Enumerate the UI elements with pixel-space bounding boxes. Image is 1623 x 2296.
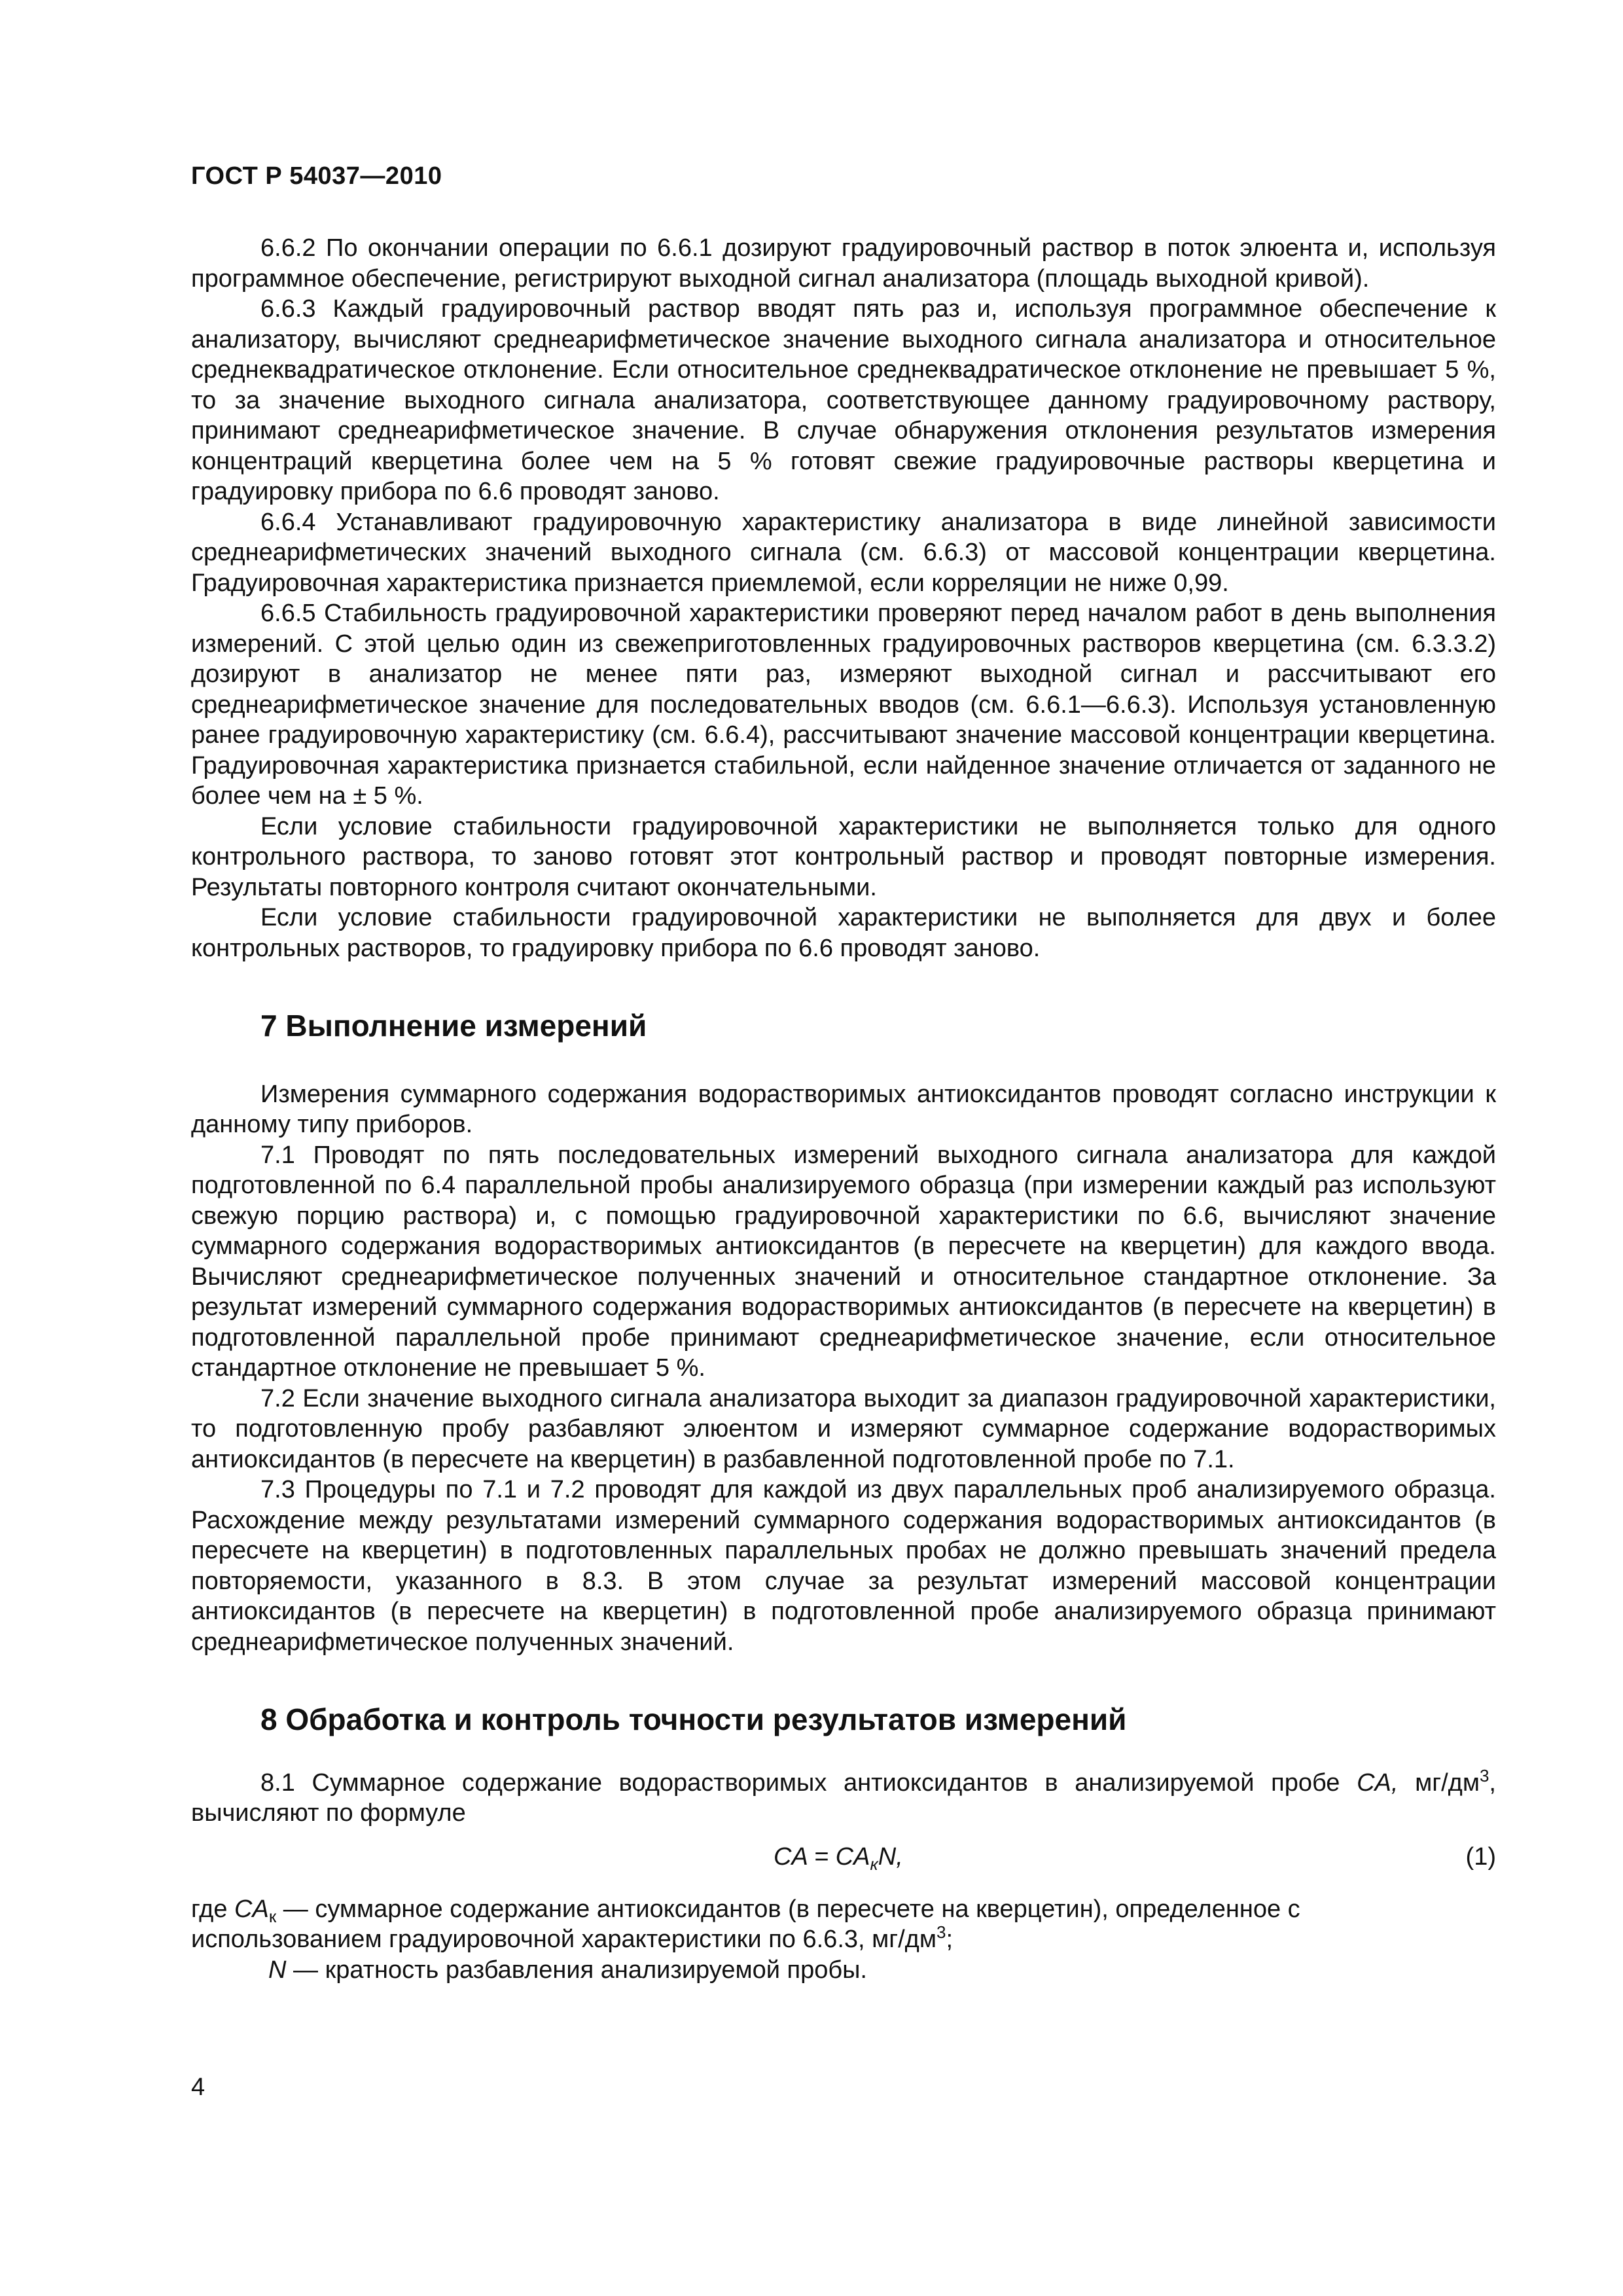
- paragraph-6-6-3: 6.6.3 Каждый градуировочный раствор вводят пять раз и, используя программное обеспечение к анализатору, вычисляют среднеарифметическое значение выходного сигнала анализатора и относительное среднеквадратическое отклонение. Если относительное среднеквадратическое отклонение не превышает 5 %, то за значение выходного сигнала анализатора, соответствующее данному градуировочному раствору, принимают среднеарифметическое значение. В случае обнаружения отклонения результатов измерения концентраций кверцетина более чем на 5 % готовят свежие градуировочные растворы кверцетина и градуировку прибора по 6.6 проводят заново.: [191, 295, 1496, 505]
- variable-ca: CA,: [1357, 1768, 1399, 1797]
- paragraph-8-1: [191, 1765, 1496, 1829]
- document-code-header: ГОСТ Р 54037—2010: [191, 162, 442, 190]
- legend-var-n: N: [268, 1956, 287, 1984]
- paragraph-7-2: 7.2 Если значение выходного сигнала анализатора выходит за диапазон градуировочной характеристики, то подготовленную пробу разбавляют элюентом и измеряют суммарное содержание водорастворимых антиоксидантов (в пересчете на кверцетин) в разбавленной подготовленной пробе по 7.1.: [191, 1384, 1496, 1473]
- paragraph-7-3: 7.3 Процедуры по 7.1 и 7.2 проводят для каждой из двух параллельных проб анализируемого образца. Расхождение между результатами измерений суммарного содержания водорастворимых антиоксидантов (в пересчете на кверцетин) в подготовленных параллельных пробах не должно превышать значений предела повторяемости, указанного в 8.3. В этом случае за результат измерений массовой концентрации антиоксидантов (в пересчете на кверцетин) в подготовленной пробе анализируемого образца принимают среднеарифметическое полученных значений.: [191, 1476, 1496, 1656]
- formula-lhs: CA = CA: [774, 1842, 870, 1871]
- paragraph-stability-two: Если условие стабильности градуировочной характеристики не выполняется для двух и более контрольных растворов, то градуировку прибора по 6.6 проводят заново.: [191, 904, 1496, 962]
- legend-def-ca: — суммарное содержание антиоксидантов (в пересчете на кверцетин), определенное с использованием градуировочной характеристики по 6.6.3, мг/дм: [191, 1895, 1300, 1953]
- formula-subscript: к: [870, 1854, 878, 1874]
- page-number: 4: [191, 2073, 205, 2101]
- document-body: [191, 233, 1496, 1985]
- formula-number: (1): [1465, 1842, 1496, 1871]
- section-7-heading: 7 Выполнение измерений: [260, 1009, 647, 1043]
- paragraph-6-6-5: 6.6.5 Стабильность градуировочной характеристики проверяют перед началом работ в день выполнения измерений. С этой целью один из свежеприготовленных градуировочных растворов кверцетина (см. 6.3.3.2) дозируют в анализатор не менее пяти раз, измеряют выходной сигнал и рассчитывают его среднеарифметическое значение для последовательных вводов (см. 6.6.1—6.6.3). Используя установленную ранее градуировочную характеристику (см. 6.6.4), рассчитывают значение массовой концентрации кверцетина. Градуировочная характеристика признается стабильной, если найденное значение отличается от заданного не более чем на ± 5 %.: [191, 600, 1496, 810]
- formula-rhs: N,: [878, 1842, 903, 1871]
- legend-item-n: [191, 1955, 1496, 1986]
- formula-1: [191, 1842, 1496, 1885]
- paragraph-8-1-text: 8.1 Суммарное содержание водорастворимых антиоксидантов в анализируемой пробе: [260, 1768, 1340, 1797]
- legend-def-ca-sup: 3: [936, 1922, 946, 1942]
- paragraph-8-1-tail: , вычисляют по формуле: [191, 1768, 1496, 1827]
- paragraph-7-intro: Измерения суммарного содержания водорастворимых антиоксидантов проводят согласно инструкции к данному типу приборов.: [191, 1080, 1496, 1138]
- formula-legend: [191, 1894, 1496, 1986]
- formula-expression: [774, 1842, 903, 1873]
- legend-prefix: где: [191, 1895, 228, 1923]
- unit-mg-dm: мг/дм: [1415, 1768, 1480, 1797]
- legend-def-n: — кратность разбавления анализируемой пробы.: [286, 1956, 867, 1984]
- paragraph-6-6-2: 6.6.2 По окончании операции по 6.6.1 дозируют градуировочный раствор в поток элюента и, используя программное обеспечение, регистрируют выходной сигнал анализатора (площадь выходной кривой).: [191, 234, 1496, 293]
- unit-superscript: 3: [1479, 1765, 1489, 1785]
- paragraph-stability-one: Если условие стабильности градуировочной характеристики не выполняется только для одного контрольного раствора, то заново готовят этот контрольный раствор и проводят повторные измерения. Результаты повторного контроля считают окончательными.: [191, 812, 1496, 901]
- section-8-heading: 8 Обработка и контроль точности результатов измерений: [260, 1702, 1127, 1736]
- paragraph-6-6-4: 6.6.4 Устанавливают градуировочную характеристику анализатора в виде линейной зависимости среднеарифметических значений выходного сигнала (см. 6.6.3) от массовой концентрации кверцетина. Градуировочная характеристика признается приемлемой, если корреляции не ниже 0,99.: [191, 508, 1496, 597]
- paragraph-7-1: 7.1 Проводят по пять последовательных измерений выходного сигнала анализатора для каждой подготовленной по 6.4 параллельной пробы анализируемого образца (при измерении каждый раз используют свежую порцию раствора) и, с помощью градуировочной характеристики по 6.6, вычисляют значение суммарного содержания водорастворимых антиоксидантов (в пересчете на кверцетин) для каждого ввода. Вычисляют среднеарифметическое полученных значений и относительное стандартное отклонение. За результат измерений суммарного содержания водорастворимых антиоксидантов (в пересчете на кверцетин) в подготовленной параллельной пробе принимают среднеарифметическое значение, если относительное стандартное отклонение не превышает 5 %.: [191, 1141, 1496, 1382]
- legend-def-ca-end: ;: [946, 1926, 953, 1953]
- legend-var-ca: CA: [234, 1895, 269, 1923]
- legend-var-ca-sub: к: [268, 1906, 277, 1926]
- legend-item-ca-k: [191, 1894, 1496, 1955]
